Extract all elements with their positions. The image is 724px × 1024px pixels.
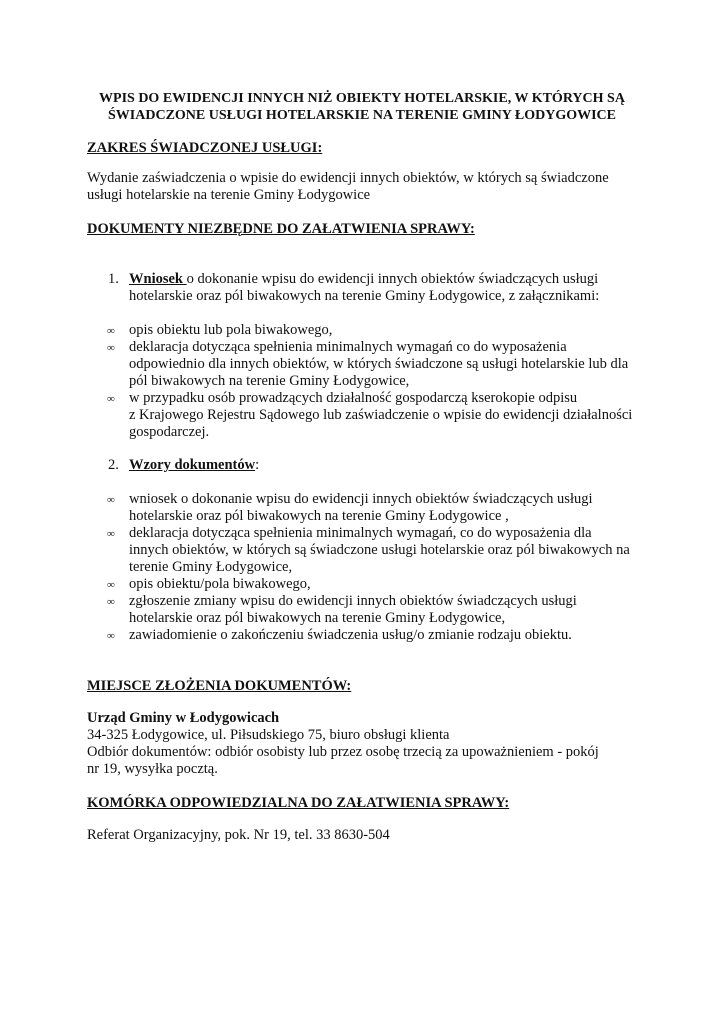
attachment-item	[129, 339, 637, 390]
komorka-text: Referat Organizacyjny, pok. Nr 19, tel. 33 8630-504	[87, 827, 390, 843]
bullet-icon: ∞	[107, 528, 115, 540]
template-2-line-2: innych obiektów, w których są świadczone usługi hotelarskie oraz pól biwakowych na	[129, 542, 630, 558]
attachment-3-line-3: gospodarczej.	[129, 424, 210, 440]
office-address: 34-325 Łodygowice, ul. Piłsudskiego 75, biuro obsługi klienta	[87, 727, 450, 743]
template-item	[129, 525, 637, 576]
item-2-suffix: :	[255, 457, 260, 473]
bullet-icon: ∞	[107, 325, 115, 337]
bullet-icon: ∞	[107, 630, 115, 642]
template-1-line-2: hotelarskie oraz pól biwakowych na terenie Gminy Łodygowice ,	[129, 508, 509, 524]
attachment-1-line-1: opis obiektu lub pola biwakowego,	[129, 322, 333, 338]
zakres-line-2: usługi hotelarskie na terenie Gminy Łodygowice	[87, 187, 371, 203]
bullet-icon: ∞	[107, 342, 115, 354]
miejsce-heading: MIEJSCE ZŁOŻENIA DOKUMENTÓW:	[87, 678, 352, 694]
template-2-line-3: terenie Gminy Łodygowice,	[129, 559, 293, 575]
item-2-text	[129, 457, 637, 474]
attachment-3-line-1: w przypadku osób prowadzących działalność gospodarczą kserokopie odpisu	[129, 390, 578, 406]
attachment-2-line-3: pól biwakowych na terenie Gminy Łodygowice,	[129, 373, 410, 389]
template-item	[129, 593, 637, 627]
template-4-line-1: zgłoszenie zmiany wpisu do ewidencji innych obiektów świadczących usługi	[129, 593, 577, 609]
document-title	[60, 90, 664, 124]
wzory-label: Wzory dokumentów	[129, 457, 256, 473]
attachment-3-line-2: z Krajowego Rejestru Sądowego lub zaświadczenie o wpisie do ewidencji działalności	[129, 407, 633, 423]
item-1-number: 1.	[108, 271, 119, 287]
bullet-icon: ∞	[107, 393, 115, 405]
item-1-text	[129, 271, 637, 305]
komorka-heading: KOMÓRKA ODPOWIEDZIALNA DO ZAŁATWIENIA SPRAWY:	[87, 795, 510, 811]
template-item	[129, 491, 637, 525]
title-line-1: WPIS DO EWIDENCJI INNYCH NIŻ OBIEKTY HOTELARSKIE, W KTÓRYCH SĄ	[99, 91, 625, 106]
title-line-2: ŚWIADCZONE USŁUGI HOTELARSKIE NA TERENIE GMINY ŁODYGOWICE	[108, 108, 616, 123]
zakres-heading: ZAKRES ŚWIADCZONEJ USŁUGI:	[87, 140, 323, 156]
item-1-rest: o dokonanie wpisu do ewidencji innych obiektów świadczących usługi	[186, 271, 599, 287]
template-item	[129, 576, 637, 593]
template-3-line-1: opis obiektu/pola biwakowego,	[129, 576, 311, 592]
template-2-line-1: deklaracja dotycząca spełnienia minimalnych wymagań, co do wyposażenia dla	[129, 525, 592, 541]
bullet-icon: ∞	[107, 596, 115, 608]
template-item	[129, 627, 637, 644]
item-2-number: 2.	[108, 457, 119, 473]
attachment-item	[129, 322, 637, 339]
zakres-line-1: Wydanie zaświadczenia o wpisie do ewidencji innych obiektów, w których są świadczone	[87, 170, 609, 186]
dokumenty-heading: DOKUMENTY NIEZBĘDNE DO ZAŁATWIENIA SPRAWY:	[87, 221, 475, 237]
office-name: Urząd Gminy w Łodygowicach	[87, 710, 280, 726]
template-5-line-1: zawiadomienie o zakończeniu świadczenia usług/o zmianie rodzaju obiektu.	[129, 627, 572, 643]
pickup-line-2: nr 19, wysyłka pocztą.	[87, 761, 218, 777]
miejsce-text	[87, 710, 647, 778]
bullet-icon: ∞	[107, 579, 115, 591]
template-4-line-2: hotelarskie oraz pól biwakowych na terenie Gminy Łodygowice,	[129, 610, 506, 626]
item-1-line-2: hotelarskie oraz pól biwakowych na terenie Gminy Łodygowice, z załącznikami:	[129, 288, 600, 304]
wniosek-label: Wniosek	[129, 271, 187, 287]
attachment-item	[129, 390, 637, 441]
template-1-line-1: wniosek o dokonanie wpisu do ewidencji innych obiektów świadczących usługi	[129, 491, 593, 507]
pickup-line-1: Odbiór dokumentów: odbiór osobisty lub przez osobę trzecią za upoważnieniem - pokój	[87, 744, 599, 760]
zakres-text	[87, 170, 647, 204]
attachment-2-line-1: deklaracja dotycząca spełnienia minimalnych wymagań co do wyposażenia	[129, 339, 567, 355]
attachment-2-line-2: odpowiednio dla innych obiektów, w których świadczone są usługi hotelarskie lub dla	[129, 356, 629, 372]
bullet-icon: ∞	[107, 494, 115, 506]
